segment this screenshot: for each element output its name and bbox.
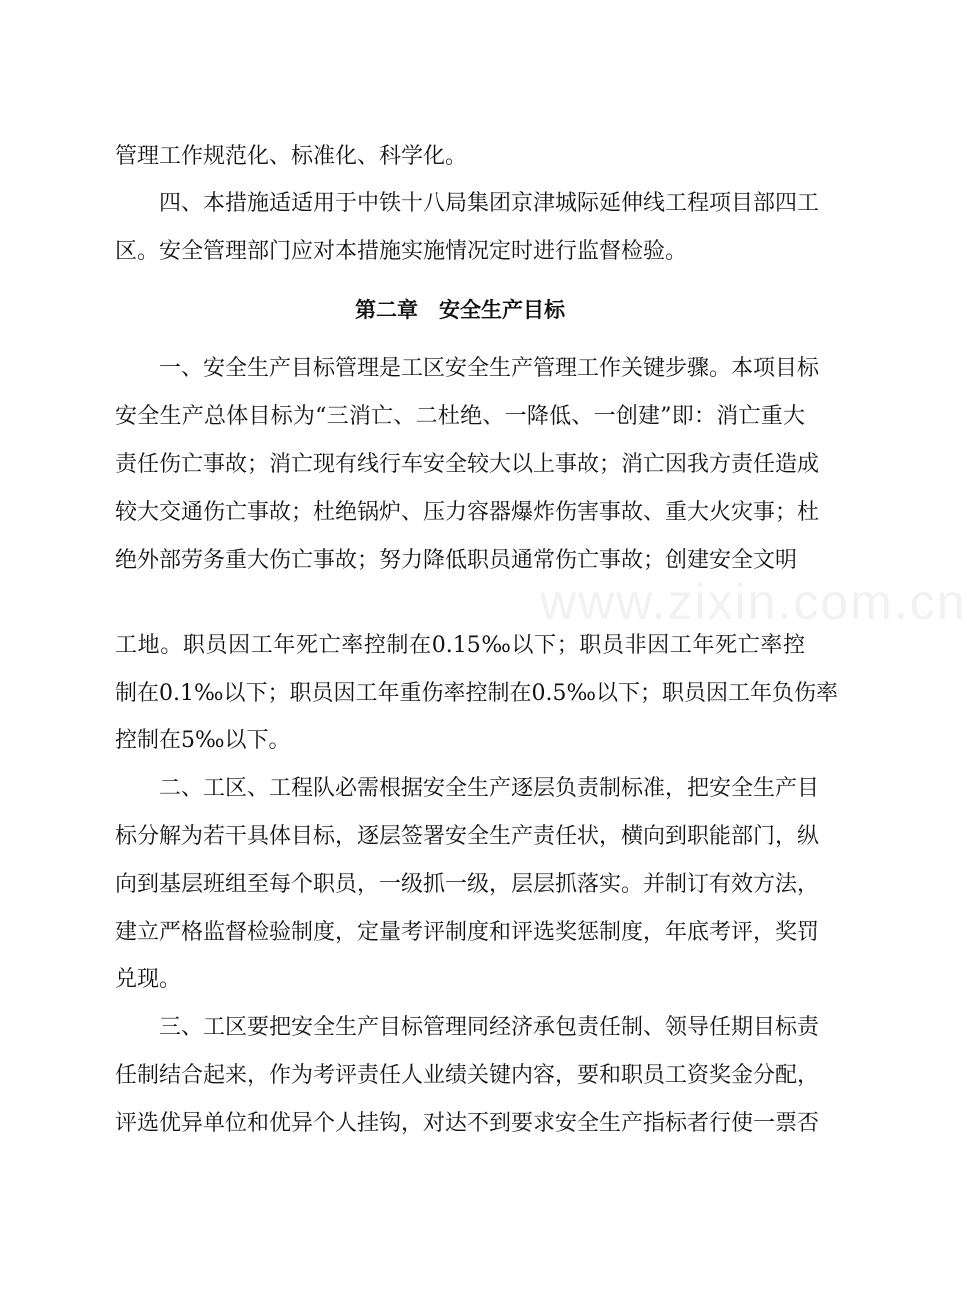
paragraph-line: 制在0.1‰以下；职员因工年重伤率控制在0.5‰以下；职员因工年负伤率 — [115, 681, 839, 706]
paragraph-line: 控制在5‰以下。 — [115, 728, 291, 753]
paragraph-line: 工地。职员因工年死亡率控制在0.15‰以下；职员非因工年死亡率控 — [115, 633, 805, 658]
paragraph-line: 任制结合起来，作为考评责任人业绩关键内容，要和职员工资奖金分配， — [115, 1063, 820, 1088]
paragraph-line: 二、工区、工程队必需根据安全生产逐层负责制标准，把安全生产目 — [159, 776, 820, 801]
watermark: www.zixin.com.cn — [540, 574, 967, 630]
paragraph-line: 建立严格监督检验制度，定量考评制度和评选奖惩制度，年底考评，奖罚 — [115, 920, 820, 945]
paragraph-line: 向到基层班组至每个职员，一级抓一级，层层抓落实。并制订有效方法， — [115, 872, 820, 897]
section-title: 第二章 安全生产目标 — [355, 298, 565, 322]
paragraph-line: 四、本措施适适用于中铁十八局集团京津城际延伸线工程项目部四工 — [159, 191, 820, 216]
paragraph-line: 绝外部劳务重大伤亡事故；努力降低职员通常伤亡事故；创建安全文明 — [115, 548, 798, 573]
paragraph-line: 责任伤亡事故；消亡现有线行车安全较大以上事故；消亡因我方责任造成 — [115, 452, 820, 477]
paragraph-line: 较大交通伤亡事故；杜绝锅炉、压力容器爆炸伤害事故、重大火灾事；杜 — [115, 500, 820, 525]
paragraph-line: 兑现。 — [115, 967, 182, 992]
paragraph-line: 安全生产总体目标为“三消亡、二杜绝、一降低、一创建”即：消亡重大 — [115, 404, 805, 429]
paragraph-line: 标分解为若干具体目标，逐层签署安全生产责任状，横向到职能部门，纵 — [115, 824, 820, 849]
paragraph-line: 一、安全生产目标管理是工区安全生产管理工作关键步骤。本项目标 — [159, 356, 820, 381]
paragraph-line: 区。安全管理部门应对本措施实施情况定时进行监督检验。 — [115, 239, 688, 264]
paragraph-line: 评选优异单位和优异个人挂钩，对达不到要求安全生产指标者行使一票否 — [115, 1111, 820, 1136]
paragraph-line: 三、工区要把安全生产目标管理同经济承包责任制、领导任期目标责 — [159, 1015, 820, 1040]
paragraph-line: 管理工作规范化、标准化、科学化。 — [115, 144, 468, 169]
